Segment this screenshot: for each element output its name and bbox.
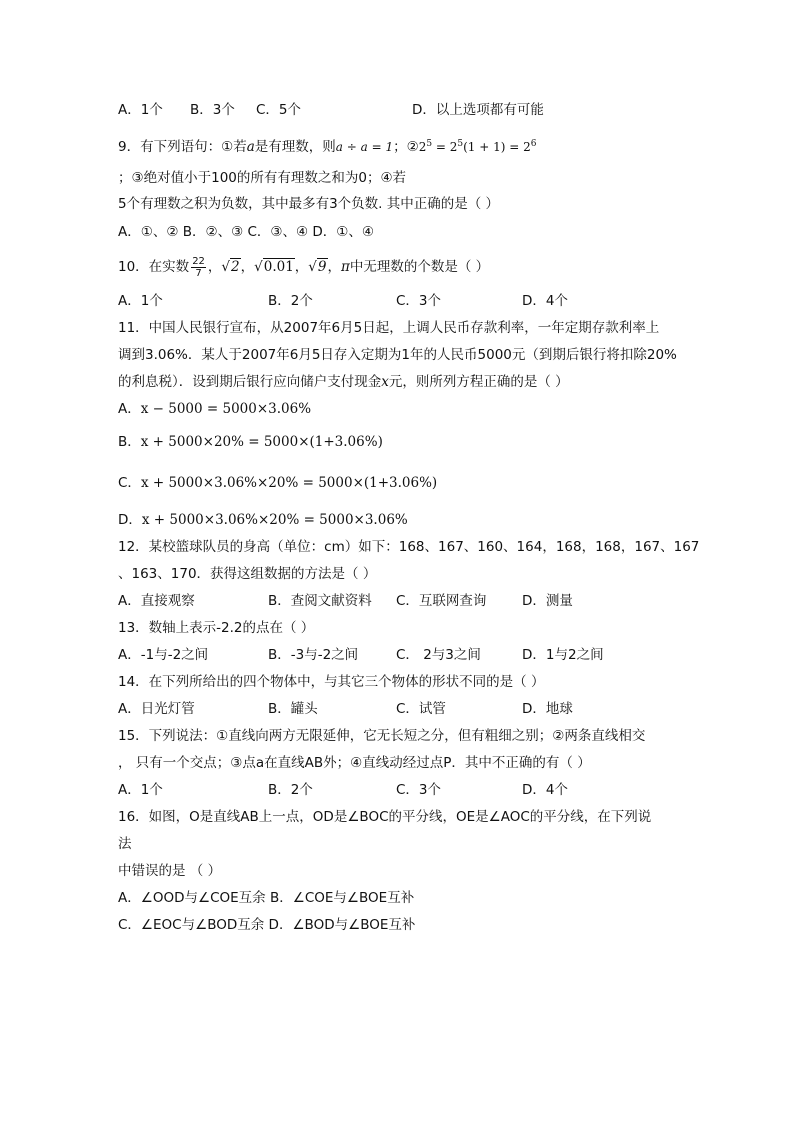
q8-option-c: C．5个 bbox=[256, 102, 302, 118]
q16-stem-line1: 16．如图，O是直线AB上一点，OD是∠BOC的平分线，OE是∠AOC的平分线，在下列说 bbox=[118, 809, 652, 825]
q15-option-b: B．2个 bbox=[268, 782, 313, 798]
q9-stem-line2: ；③绝对值小于100的所有有理数之和为0；④若 bbox=[118, 170, 407, 186]
q11-stem-line1: 11．中国人民银行宣布，从2007年6月5日起，上调人民币存款利率，一年定期存款利率上 bbox=[118, 320, 660, 336]
q9-stem-line1 bbox=[118, 134, 537, 157]
q15-option-c: C．3个 bbox=[396, 782, 442, 798]
q10-sqrt-9: √9 bbox=[308, 259, 327, 275]
q13-option-c: C． 2与3之间 bbox=[396, 647, 481, 663]
q11-option-a: A．x − 5000 = 5000×3.06% bbox=[118, 401, 312, 417]
q10-fraction: $\frac{22}{7}$ bbox=[192, 255, 205, 279]
q10-option-c: C．3个 bbox=[396, 293, 442, 309]
q9-expr-1: a ÷ a = 1 bbox=[335, 140, 394, 154]
q13-stem: 13．数轴上表示-2.2的点在（ ） bbox=[118, 620, 315, 636]
q14-option-a: A．日光灯管 bbox=[118, 701, 195, 717]
q16-stem-line3: 中错误的是 （ ） bbox=[118, 863, 222, 879]
q15-stem-line2: ， 只有一个交点；③点a在直线AB外；④直线动经过点P．其中不正确的有（ ） bbox=[118, 755, 591, 771]
q13-option-d: D．1与2之间 bbox=[522, 647, 604, 663]
q10-option-a: A．1个 bbox=[118, 293, 163, 309]
q10-option-b: B．2个 bbox=[268, 293, 313, 309]
q10-sqrt-2: √2 bbox=[221, 259, 240, 275]
q14-option-c: C．试管 bbox=[396, 701, 446, 717]
q8-option-d: D．以上选项都有可能 bbox=[412, 102, 544, 118]
q9-options: A．①、② B．②、③ C．③、④ D．①、④ bbox=[118, 224, 375, 240]
q12-stem-line1: 12．某校篮球队员的身高（单位：cm）如下：168、167、160、164，168，168，167、167 bbox=[118, 539, 700, 555]
q16-stem-line2: 法 bbox=[118, 836, 132, 852]
q9-var-a: a bbox=[246, 139, 255, 155]
q11-stem-line3: 的利息税）．设到期后银行应向储户支付现金x元，则所列方程正确的是（ ） bbox=[118, 374, 569, 390]
q10-prefix: 10．在实数 bbox=[118, 259, 190, 275]
q12-option-d: D．测量 bbox=[522, 593, 573, 609]
q15-option-d: D．4个 bbox=[522, 782, 568, 798]
q10-sqrt-001: √0.01 bbox=[254, 259, 294, 275]
q11-option-b: B．x + 5000×20% = 5000×(1+3.06%) bbox=[118, 434, 383, 450]
q15-stem-line1: 15．下列说法：①直线向两方无限延伸，它无长短之分，但有粗细之别；②两条直线相交 bbox=[118, 728, 646, 744]
q9-expr-2: $2^5 = 2^5(1 + 1) = 2^6$ bbox=[418, 139, 537, 154]
q14-stem: 14．在下列所给出的四个物体中，与其它三个物体的形状不同的是（ ） bbox=[118, 674, 545, 690]
q10-stem: 10．在实数 $\frac{22}{7}$ ，√2，√0.01，√9，π中无理数的个数是（ ） bbox=[118, 255, 490, 279]
q13-option-a: A．-1与-2之间 bbox=[118, 647, 209, 663]
q12-stem-line2: 、163、170．获得这组数据的方法是（ ） bbox=[118, 566, 377, 582]
q9-text-c: ；② bbox=[393, 139, 419, 155]
q9-text-b: 是有理数，则 bbox=[254, 139, 336, 155]
q14-option-b: B．罐头 bbox=[268, 701, 318, 717]
q10-pi: π bbox=[341, 259, 350, 275]
q10-suffix: 中无理数的个数是（ ） bbox=[349, 259, 490, 275]
q12-option-c: C．互联网查询 bbox=[396, 593, 487, 609]
q12-option-a: A．直接观察 bbox=[118, 593, 195, 609]
q14-option-d: D．地球 bbox=[522, 701, 573, 717]
q16-options-cd: C．∠EOC与∠BOD互余 D．∠BOD与∠BOE互补 bbox=[118, 917, 416, 933]
q11-stem-line2: 调到3.06%．某人于2007年6月5日存入定期为1年的人民币5000元（到期后银行将扣除20% bbox=[118, 347, 677, 363]
q8-option-a: A．1个 bbox=[118, 102, 163, 118]
q9-text-a: 9．有下列语句：①若 bbox=[118, 139, 247, 155]
q13-option-b: B．-3与-2之间 bbox=[268, 647, 359, 663]
q9-stem-line3: 5个有理数之积为负数，其中最多有3个负数. 其中正确的是（ ） bbox=[118, 196, 500, 212]
q10-option-d: D．4个 bbox=[522, 293, 568, 309]
q15-option-a: A．1个 bbox=[118, 782, 163, 798]
q8-option-b: B．3个 bbox=[190, 102, 235, 118]
q12-option-b: B．查阅文献资料 bbox=[268, 593, 372, 609]
q11-option-d: D．x + 5000×3.06%×20% = 5000×3.06% bbox=[118, 512, 408, 528]
q16-options-ab: A．∠OOD与∠COE互余 B．∠COE与∠BOE互补 bbox=[118, 890, 415, 906]
q11-option-c: C．x + 5000×3.06%×20% = 5000×(1+3.06%) bbox=[118, 475, 438, 491]
